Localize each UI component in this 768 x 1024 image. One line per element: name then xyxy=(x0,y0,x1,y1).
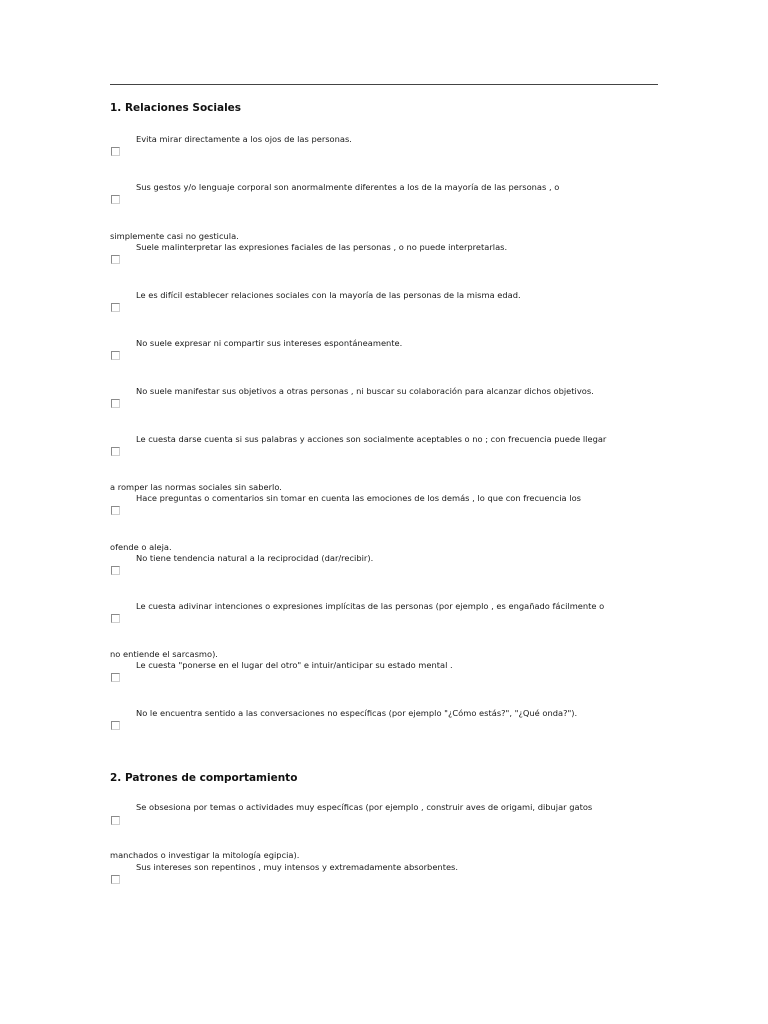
item-checkbox[interactable] xyxy=(111,399,120,408)
item-checkbox[interactable] xyxy=(111,721,120,730)
item-text: Sus gestos y/o lenguaje corporal son anormalmente diferentes a los de la mayoría de las personas , o xyxy=(136,182,560,192)
item-checkbox[interactable] xyxy=(111,147,120,156)
item-checkbox[interactable] xyxy=(111,566,120,575)
item-checkbox[interactable] xyxy=(111,195,120,204)
item-text: No suele manifestar sus objetivos a otras personas , ni buscar su colaboración para alcanzar dichos objetivos. xyxy=(136,386,594,396)
item-text-continuation: a romper las normas sociales sin saberlo. xyxy=(110,482,282,492)
item-text: Sus intereses son repentinos , muy intensos y extremadamente absorbentes. xyxy=(136,862,459,872)
item-text: Le es difícil establecer relaciones sociales con la mayoría de las personas de la misma edad. xyxy=(136,290,521,300)
item-text: Le cuesta adivinar intenciones o expresiones implícitas de las personas (por ejemplo , es engañado fácilmente o xyxy=(136,601,605,611)
item-text: Se obsesiona por temas o actividades muy específicas (por ejemplo , construir aves de origami, dibujar gatos xyxy=(136,802,593,812)
item-checkbox[interactable] xyxy=(111,255,120,264)
section-title-patrones-de-comportamiento: 2. Patrones de comportamiento xyxy=(110,772,298,784)
item-text: Le cuesta darse cuenta si sus palabras y acciones son socialmente aceptables o no ; con frecuencia puede llegar xyxy=(136,434,607,444)
item-checkbox[interactable] xyxy=(111,303,120,312)
item-text: Suele malinterpretar las expresiones faciales de las personas , o no puede interpretarlas. xyxy=(136,242,508,252)
item-text-continuation: simplemente casi no gesticula. xyxy=(110,231,239,241)
item-checkbox[interactable] xyxy=(111,447,120,456)
item-text: Evita mirar directamente a los ojos de las personas. xyxy=(136,134,352,144)
item-checkbox[interactable] xyxy=(111,614,120,623)
section-title-relaciones-sociales: 1. Relaciones Sociales xyxy=(110,102,242,114)
item-checkbox[interactable] xyxy=(111,816,120,825)
item-text: No le encuentra sentido a las conversaciones no específicas (por ejemplo "¿Cómo estás?", "¿Qué onda?"). xyxy=(136,708,578,718)
item-text-continuation: no entiende el sarcasmo). xyxy=(110,649,218,659)
item-checkbox[interactable] xyxy=(111,875,120,884)
item-text: No suele expresar ni compartir sus intereses espontáneamente. xyxy=(136,338,403,348)
item-text-continuation: manchados o investigar la mitología egipcia). xyxy=(110,850,300,860)
item-checkbox[interactable] xyxy=(111,673,120,682)
item-text: Hace preguntas o comentarios sin tomar en cuenta las emociones de los demás , lo que con frecuencia los xyxy=(136,493,581,503)
item-checkbox[interactable] xyxy=(111,351,120,360)
top-divider xyxy=(110,84,658,85)
item-checkbox[interactable] xyxy=(111,506,120,515)
item-text: No tiene tendencia natural a la reciprocidad (dar/recibir). xyxy=(136,553,374,563)
item-text-continuation: ofende o aleja. xyxy=(110,542,172,552)
item-text: Le cuesta "ponerse en el lugar del otro" e intuir/anticipar su estado mental . xyxy=(136,660,453,670)
